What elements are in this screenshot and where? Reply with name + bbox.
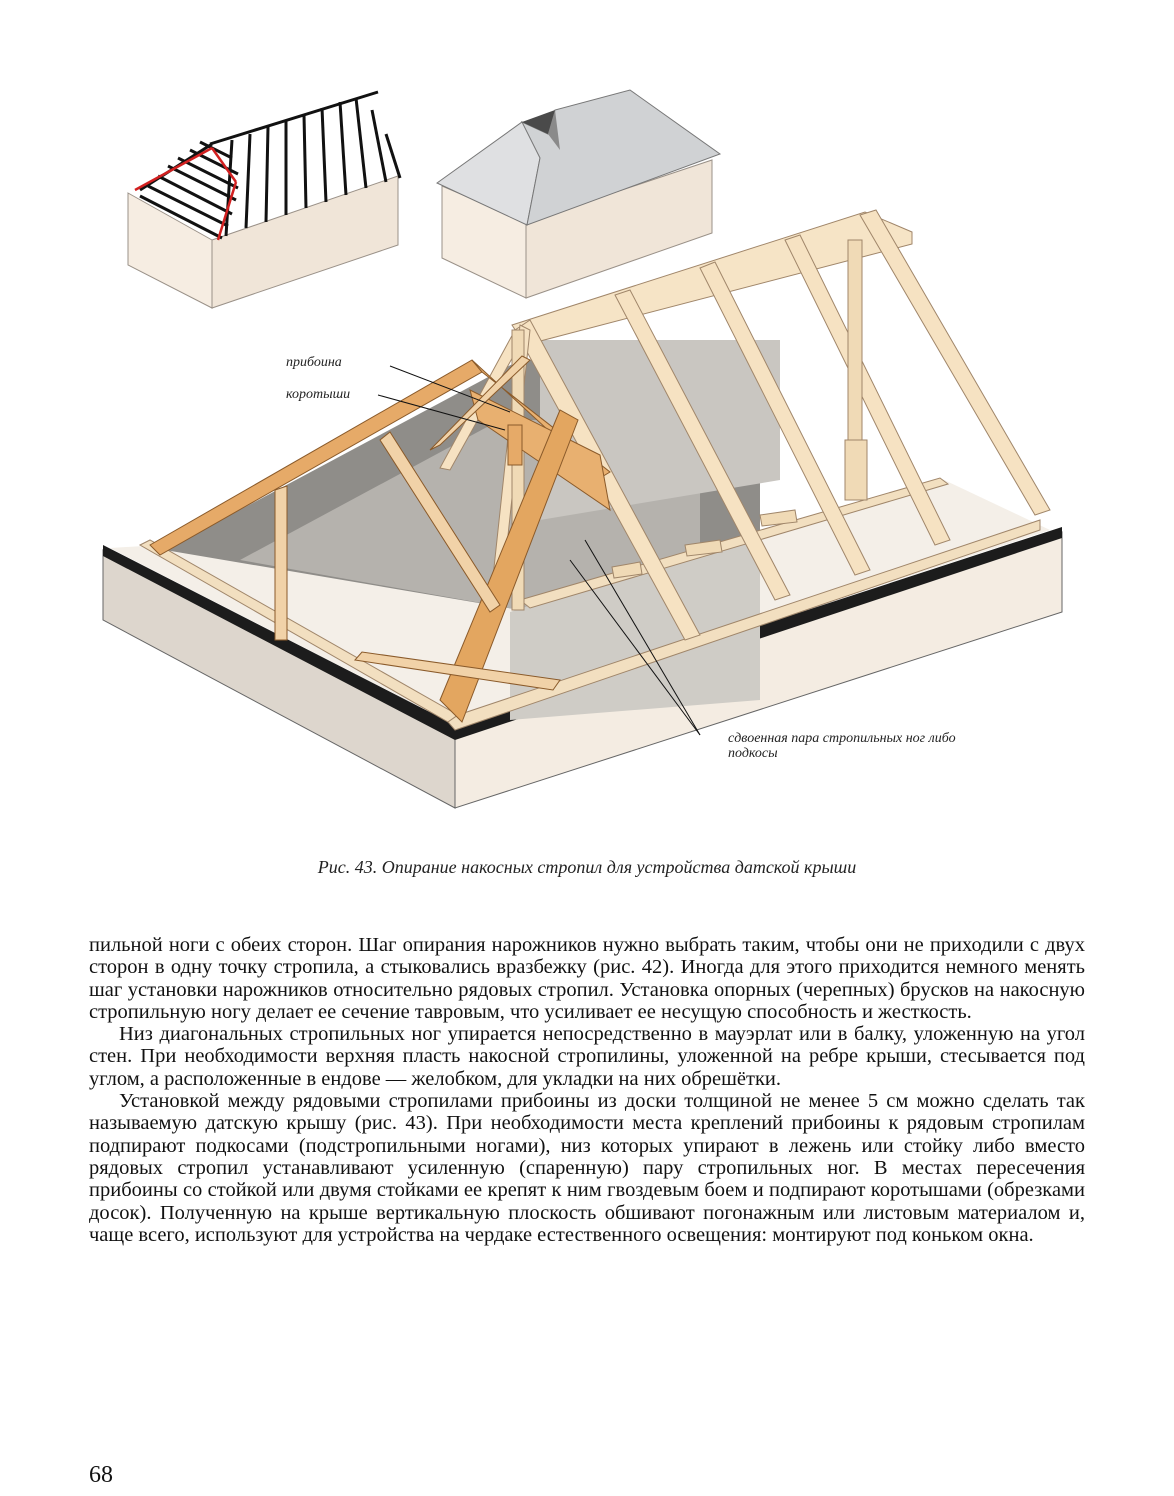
page-number: 68 bbox=[89, 1462, 113, 1488]
label-paired-rafters: сдвоенная пара стропильных ног либо подкосы bbox=[728, 731, 956, 761]
label-korotyshi: коротыши bbox=[286, 387, 351, 402]
paragraph-3: Установкой между рядовыми стропилами прибоины из доски толщиной не менее 5 см можно сделать так называемую датскую крышу (рис. 43). При необходимости места креплений прибоины к рядовым стропилам подпирают подкосами (подстропильными ногами), низ которых упирают в лежень или стойку либо вместо рядовых стропил устанавливают усиленную (спаренную) пару стропильных ног. В местах пересечения прибоины со стойкой или двумя стойками ее крепят к ним гвоздевым боем и подпирают коротышами (обрезками досок). Полученную на крыше вертикальную плоскость обшивают погонажным или листовым материалом и, чаще всего, используют для устройства на чердаке естественного освещения: монтируют под коньком окна. bbox=[89, 1090, 1085, 1246]
body-text bbox=[89, 934, 1085, 1246]
thumbnail-rafter-scheme bbox=[128, 92, 400, 308]
thumbnail-roof-finished bbox=[437, 90, 720, 298]
paragraph-1: пильной ноги с обеих сторон. Шаг опирания нарожников нужно выбрать таким, чтобы они не приходили с двух сторон в одну точку стропила, а стыковались вразбежку (рис. 42). Иногда для этого приходится немного менять шаг установки нарожников относительно рядовых стропил. Установка опорных (черепных) брусков на накосную стропильную ногу делает ее сечение тавровым, что усиливает ее несущую способность и жесткость. bbox=[89, 934, 1085, 1023]
figure-caption: Рис. 43. Опирание накосных стропил для устройства датской крыши bbox=[317, 857, 857, 877]
paragraph-2: Низ диагональных стропильных ног упирается непосредственно в мауэрлат или в балку, уложенную на угол стен. При необходимости верхняя пласть накосной стропилины, уложенной на ребре крыши, стесывается под углом, а расположенные в ендове — желобком, для укладки на них обрешётки. bbox=[89, 1023, 1085, 1090]
roof-framing-illustration bbox=[103, 210, 1062, 808]
label-priboina: прибоина bbox=[286, 355, 342, 370]
